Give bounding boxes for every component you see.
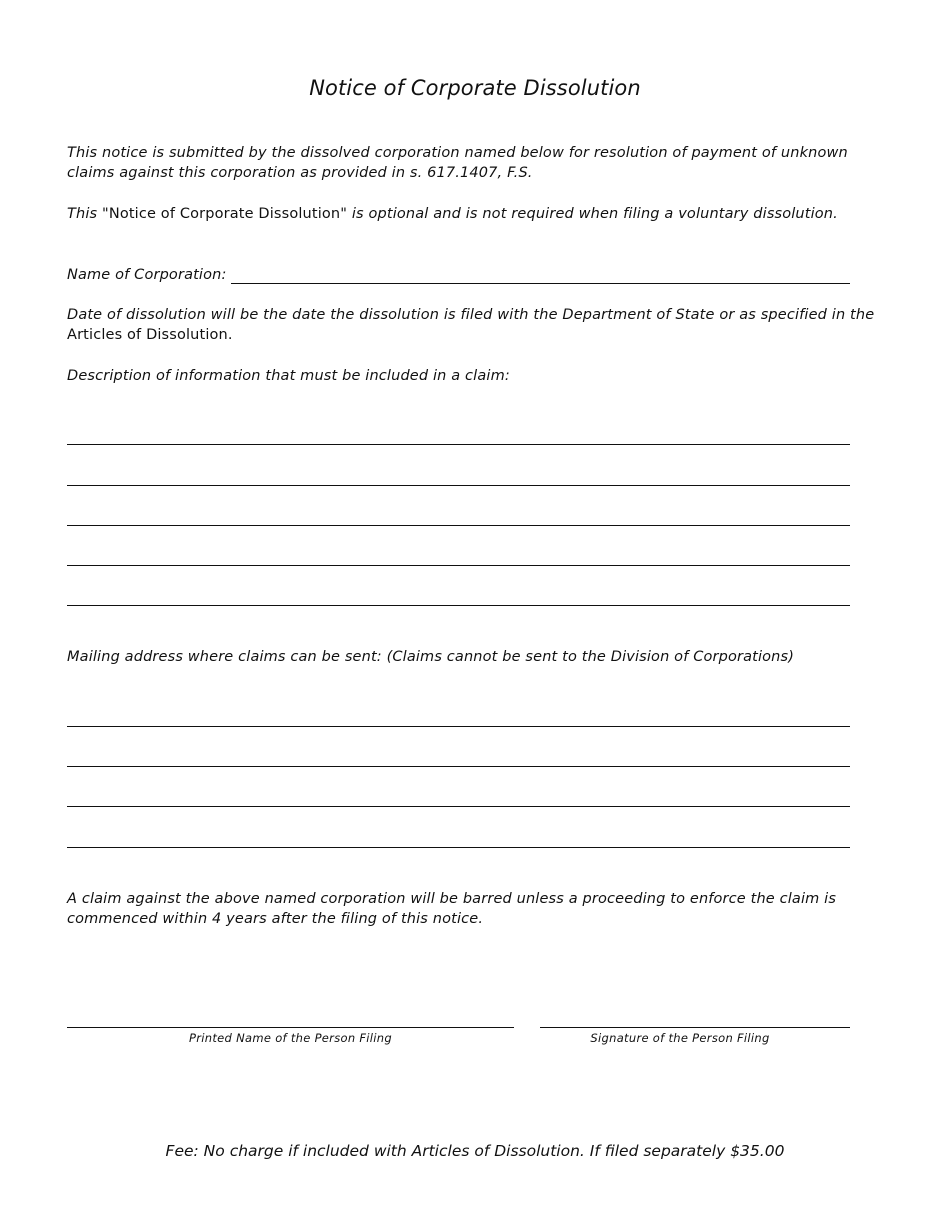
articles-of-dissolution-text: Articles of Dissolution.: [67, 327, 233, 343]
dissolution-date-text: Date of dissolution will be the date the dissolution is filed with the Department of State or as specified in the: [67, 307, 875, 323]
claim-description-line[interactable]: [67, 485, 850, 486]
mailing-address-line[interactable]: [67, 806, 850, 807]
mailing-address-line[interactable]: [67, 726, 850, 727]
dissolution-date-paragraph: [67, 305, 882, 345]
claim-bar-notice: A claim against the above named corporation will be barred unless a proceeding to enforce the claim is commenced within 4 years after the filing of this notice.: [67, 891, 837, 927]
mailing-address-label: Mailing address where claims can be sent: (Claims cannot be sent to the Division of Corporations): [67, 649, 795, 665]
signature-caption: Signature of the Person Filing: [590, 1031, 770, 1045]
mailing-address-line[interactable]: [67, 766, 850, 767]
optional-notice-paragraph: [67, 204, 882, 224]
claim-description-line[interactable]: [67, 525, 850, 526]
printed-name-line[interactable]: [67, 1027, 514, 1028]
optional-suffix: is optional and is not required when filing a voluntary dissolution.: [347, 206, 838, 222]
intro-paragraph: This notice is submitted by the dissolved corporation named below for resolution of payment of unknown claims against this corporation as provided in s. 617.1407, F.S.: [67, 145, 848, 181]
claim-description-line[interactable]: [67, 605, 850, 606]
page-title: Notice of Corporate Dissolution: [309, 76, 641, 100]
optional-quoted-title: "Notice of Corporate Dissolution": [102, 206, 348, 222]
optional-prefix: This: [67, 206, 102, 222]
corporation-name-row: [67, 262, 850, 284]
claim-description-line[interactable]: [67, 565, 850, 566]
claim-description-line[interactable]: [67, 444, 850, 445]
signature-line[interactable]: [540, 1027, 850, 1028]
printed-name-caption: Printed Name of the Person Filing: [189, 1031, 392, 1045]
fee-notice: Fee: No charge if included with Articles of Dissolution. If filed separately $35.00: [165, 1142, 785, 1160]
corporation-name-field[interactable]: [231, 263, 850, 284]
mailing-address-line[interactable]: [67, 847, 850, 848]
corporation-name-label: Name of Corporation:: [67, 267, 227, 283]
claim-description-label: Description of information that must be included in a claim:: [67, 368, 510, 384]
